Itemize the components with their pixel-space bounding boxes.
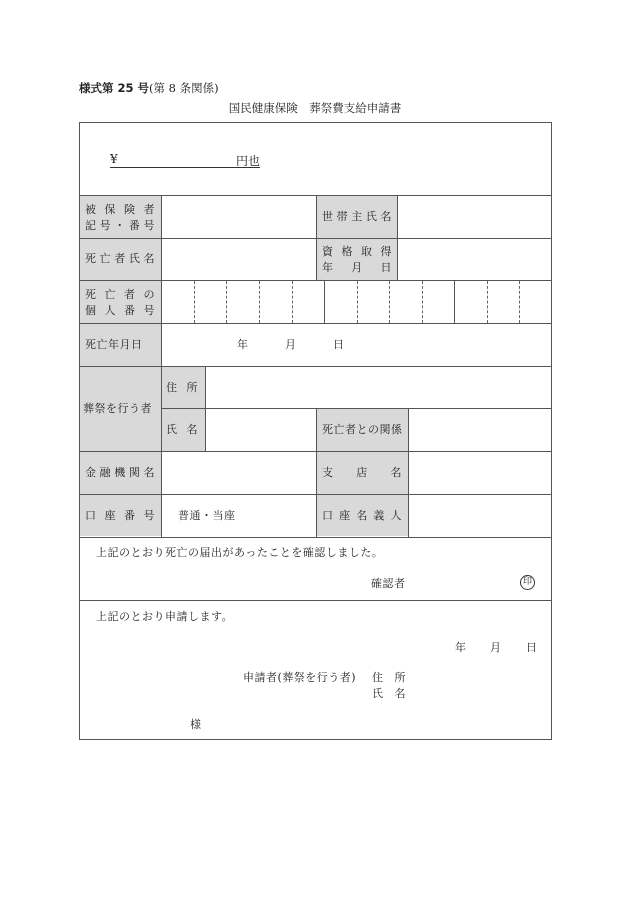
seal-icon: 印 — [520, 575, 535, 590]
applicant-address-label: 住 所 — [372, 671, 406, 684]
insured-label-line2: 記 号 ・ 番 号 — [85, 219, 155, 232]
rule — [79, 600, 552, 601]
deceased-name-label: 死 亡 者 氏 名 — [85, 252, 155, 265]
death-day: 日 — [333, 338, 345, 351]
number-box-divider — [226, 281, 227, 323]
bank-label: 金 融 機 関 名 — [85, 466, 155, 479]
rule — [79, 323, 552, 324]
account-type: 普通・当座 — [178, 509, 236, 522]
account-number-label: 口 座 番 号 — [85, 509, 155, 522]
death-date-label: 死亡年月日 — [85, 338, 143, 351]
funeral-host-label: 葬祭を行う者 — [83, 402, 152, 415]
confirmation-text: 上記のとおり死亡の届出があったことを確認しました。 — [96, 546, 384, 559]
personal-number-label-line1: 死 亡 者 の — [85, 288, 155, 301]
number-box-divider — [292, 281, 293, 323]
number-box-divider — [454, 281, 455, 323]
personal-number-label-line2: 個 人 番 号 — [85, 304, 155, 317]
householder-label: 世 帯 主 氏 名 — [322, 210, 392, 223]
document-title: 国民健康保険 葬祭費支給申請書 — [228, 101, 402, 115]
applicant-label: 申請者(葬祭を行う者) — [243, 671, 357, 684]
rule — [79, 537, 552, 538]
address-label: 住 所 — [166, 381, 198, 394]
confirmer-label: 確認者 — [371, 577, 406, 590]
rule — [408, 408, 409, 537]
number-box-divider — [487, 281, 488, 323]
relation-label: 死亡者との関係 — [322, 423, 403, 436]
number-box-divider — [324, 281, 325, 323]
rule — [205, 366, 206, 452]
number-box-divider — [519, 281, 520, 323]
death-year: 年 — [237, 338, 249, 351]
applicant-name-label: 氏 名 — [372, 687, 406, 700]
apply-month: 月 — [490, 641, 502, 654]
number-box-divider — [194, 281, 195, 323]
number-box-divider — [259, 281, 260, 323]
apply-year: 年 — [455, 641, 467, 654]
rule — [161, 408, 552, 409]
name-label: 氏 名 — [166, 423, 198, 436]
apply-day: 日 — [526, 641, 538, 654]
addressee-suffix: 様 — [190, 718, 202, 731]
rule — [79, 366, 552, 367]
number-box-divider — [357, 281, 358, 323]
qualification-label-line2: 年 月 日 — [322, 261, 392, 274]
number-box-divider — [422, 281, 423, 323]
rule — [161, 195, 162, 537]
branch-label: 支 店 名 — [322, 466, 402, 479]
application-text: 上記のとおり申請します。 — [96, 610, 234, 623]
account-holder-label: 口 座 名 義 人 — [322, 509, 402, 522]
rule — [397, 195, 398, 281]
form-number — [79, 80, 219, 96]
yen-mark: ¥ — [110, 152, 118, 166]
form-number-relation: (第 8 条関係) — [149, 81, 219, 95]
death-month: 月 — [285, 338, 297, 351]
qualification-label-line1: 資 格 取 得 — [322, 245, 392, 258]
insured-label-line1: 被 保 険 者 — [85, 203, 155, 216]
form-number-main: 様式第 25 号 — [79, 81, 150, 95]
rule — [316, 408, 317, 537]
rule — [316, 195, 317, 281]
amount-unit: 円也 — [236, 154, 261, 168]
number-box-divider — [389, 281, 390, 323]
